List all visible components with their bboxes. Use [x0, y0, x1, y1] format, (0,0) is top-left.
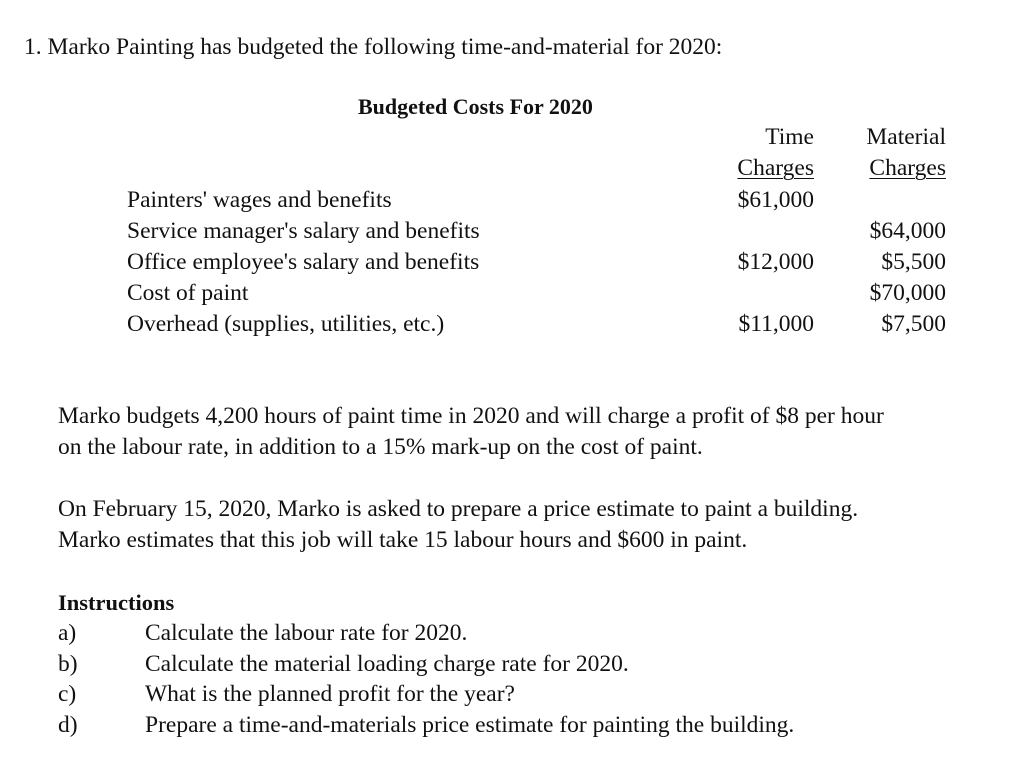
instructions-heading: Instructions: [58, 590, 175, 615]
paragraph-job-estimate-cont: Marko estimates that this job will take 15 labour hours and $600 in paint.: [58, 527, 748, 553]
time-column-header-line1: Time: [765, 124, 814, 150]
budget-row-time: $12,000: [737, 249, 814, 275]
budget-row-label: Service manager's salary and benefits: [127, 218, 480, 244]
budget-row-time: $11,000: [738, 311, 814, 337]
budget-row-material: $64,000: [869, 218, 946, 244]
budget-row-material: $7,500: [881, 311, 946, 337]
budget-heading: Budgeted Costs For 2020: [358, 94, 593, 119]
budget-row-material: $5,500: [881, 249, 946, 275]
instruction-letter: b): [58, 651, 78, 677]
budget-row-material: $70,000: [869, 280, 946, 306]
instruction-text: Calculate the labour rate for 2020.: [145, 620, 468, 646]
instruction-letter: d): [58, 712, 78, 738]
budget-row-label: Painters' wages and benefits: [127, 187, 392, 213]
paragraph-job-estimate: On February 15, 2020, Marko is asked to prepare a price estimate to paint a building.: [58, 496, 859, 522]
budget-row-time: $61,000: [737, 187, 814, 213]
paragraph-budget-hours: Marko budgets 4,200 hours of paint time in 2020 and will charge a profit of $8 per hour: [58, 403, 884, 429]
paragraph-budget-hours-cont: on the labour rate, in addition to a 15% mark-up on the cost of paint.: [58, 434, 703, 460]
instruction-text: Calculate the material loading charge rate for 2020.: [145, 651, 629, 677]
instruction-text: What is the planned profit for the year?: [145, 681, 515, 707]
material-column-header-line1: Material: [866, 124, 946, 150]
instruction-text: Prepare a time-and-materials price estimate for painting the building.: [145, 712, 795, 738]
time-column-header-line2: Charges: [737, 155, 814, 181]
instruction-letter: c): [58, 681, 77, 707]
budget-row-label: Cost of paint: [127, 280, 249, 306]
instruction-letter: a): [58, 620, 77, 646]
budget-row-label: Office employee's salary and benefits: [127, 249, 480, 275]
question-intro: 1. Marko Painting has budgeted the following time-and-material for 2020:: [24, 34, 723, 60]
material-column-header-line2: Charges: [869, 155, 946, 181]
budget-row-label: Overhead (supplies, utilities, etc.): [127, 311, 445, 337]
